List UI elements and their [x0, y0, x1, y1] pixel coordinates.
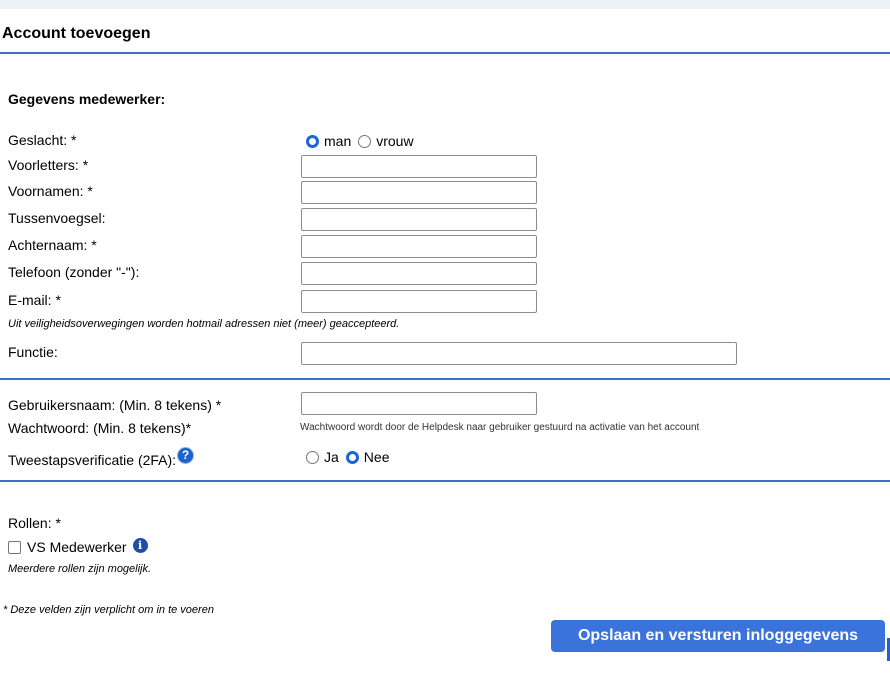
gender-radio-vrouw[interactable]: [358, 135, 371, 148]
question-circle-icon[interactable]: ?: [177, 447, 194, 464]
gender-option-vrouw-label: vrouw: [376, 133, 414, 149]
twofa-radio-ja[interactable]: [306, 451, 319, 464]
tussenvoegsel-field[interactable]: [301, 208, 537, 231]
voornamen-field[interactable]: [301, 181, 537, 204]
title-divider: [0, 52, 890, 54]
email-field[interactable]: [301, 290, 537, 313]
page-title: Account toevoegen: [2, 25, 151, 42]
rollen-label: Rollen: *: [8, 515, 61, 531]
role-vs-medewerker: [8, 539, 148, 555]
voorletters-field[interactable]: [301, 155, 537, 178]
gebruikersnaam-label: Gebruikersnaam: (Min. 8 tekens) *: [8, 397, 222, 413]
twofa-label: Tweestapsverificatie (2FA):: [8, 452, 177, 468]
functie-field[interactable]: [301, 342, 737, 365]
info-circle-icon[interactable]: i: [133, 538, 148, 553]
functie-label: Functie:: [8, 344, 58, 360]
achternaam-field[interactable]: [301, 235, 537, 258]
twofa-radio-nee[interactable]: [346, 451, 359, 464]
twofa-option-nee-label: Nee: [363, 449, 390, 465]
gender-radio-group: [306, 133, 414, 149]
role-label-vs-medewerker: VS Medewerker: [27, 539, 127, 555]
gender-option-man-label: man: [324, 133, 352, 149]
gender-radio-man[interactable]: [306, 135, 319, 148]
email-note: Uit veiligheidsoverwegingen worden hotmail adressen niet (meer) geaccepteerd.: [8, 318, 400, 330]
voornamen-label: Voornamen: *: [8, 183, 93, 199]
wachtwoord-hint: Wachtwoord wordt door de Helpdesk naar gebruiker gestuurd na activatie van het account: [300, 422, 700, 433]
section-divider-1: [0, 378, 890, 380]
twofa-label-row: [8, 448, 194, 470]
role-checkbox-vs-medewerker[interactable]: [8, 541, 21, 554]
top-bar: [0, 0, 890, 9]
submit-button[interactable]: Opslaan en versturen inloggegevens: [551, 620, 885, 652]
tussenvoegsel-label: Tussenvoegsel:: [8, 210, 106, 226]
twofa-radio-group: [306, 449, 389, 465]
geslacht-label: Geslacht: *: [8, 132, 77, 148]
wachtwoord-label: Wachtwoord: (Min. 8 tekens)*: [8, 420, 192, 436]
section-divider-2: [0, 480, 890, 482]
section-title: Gegevens medewerker:: [8, 91, 166, 107]
twofa-option-ja-label: Ja: [324, 449, 339, 465]
voorletters-label: Voorletters: *: [8, 157, 89, 173]
roles-note: Meerdere rollen zijn mogelijk.: [8, 563, 152, 575]
required-note: * Deze velden zijn verplicht om in te voeren: [3, 604, 214, 616]
telefoon-field[interactable]: [301, 262, 537, 285]
gebruikersnaam-field[interactable]: [301, 392, 537, 415]
telefoon-label: Telefoon (zonder "-"):: [8, 264, 140, 280]
email-label: E-mail: *: [8, 292, 61, 308]
achternaam-label: Achternaam: *: [8, 237, 97, 253]
